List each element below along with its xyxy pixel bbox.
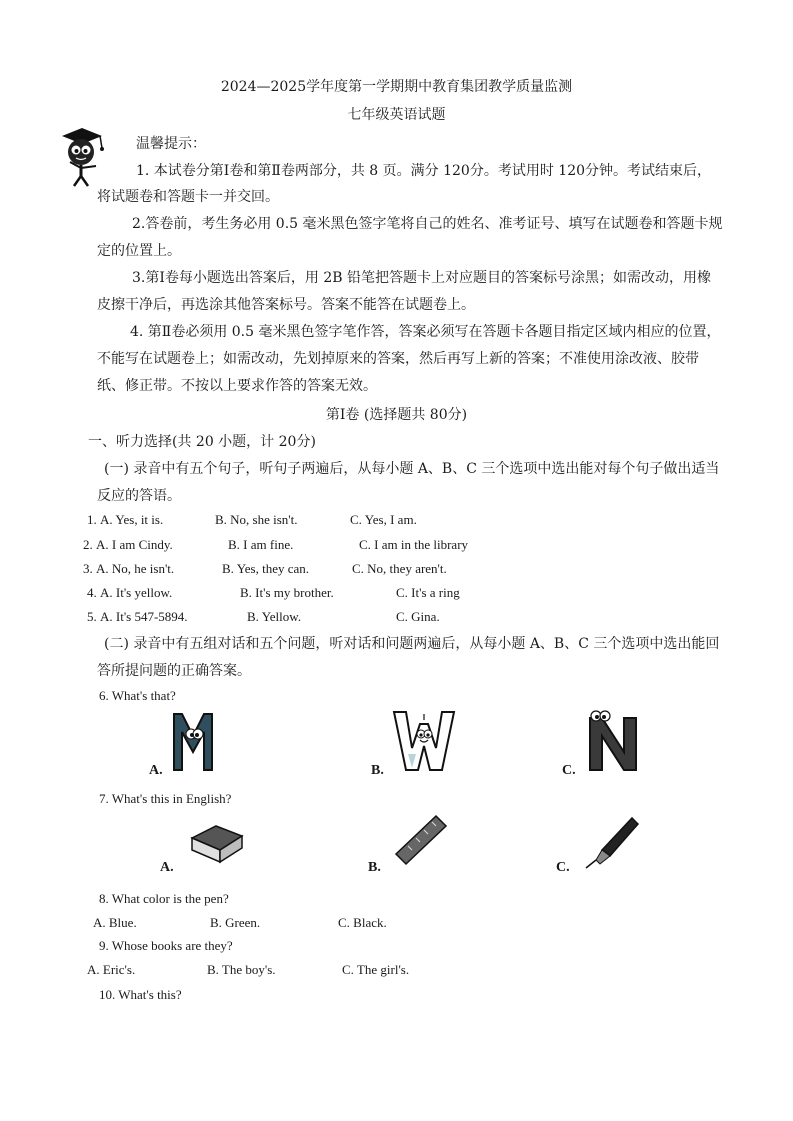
exam-subtitle: 七年级英语试题: [347, 107, 446, 123]
exam-title: 2024—2025学年度第一学期期中教育集团教学质量监测: [220, 79, 573, 95]
q7-option-b-label: B.: [368, 860, 381, 875]
tip-1-line-1: 1. 本试卷分第Ⅰ卷和第Ⅱ卷两部分，共 8 页。满分 120分。考试用时 120分钟。考试结束后，: [136, 163, 712, 179]
q3-option-b: B. Yes, they can.: [222, 561, 310, 576]
ruler-icon: [392, 814, 450, 866]
fountain-pen-icon: [582, 814, 640, 870]
tip-3-line-1: 3.第Ⅰ卷每小题选出答案后，用 2B 铅笔把答题卡上对应题目的答案标号涂黑；如需改动，用橡: [132, 270, 711, 286]
sub1-instruction-line-2: 反应的答语。: [97, 488, 181, 504]
tips-heading: 温馨提示：: [136, 136, 206, 152]
q2-option-a: A. I am Cindy.: [96, 537, 173, 552]
q1-option-a: A. Yes, it is.: [100, 512, 164, 527]
q3-option-c: C. No, they aren't.: [352, 561, 447, 576]
q6-question: 6. What's that?: [99, 688, 176, 703]
q4-number: 4.: [87, 585, 97, 600]
q1-number: 1.: [87, 512, 97, 527]
q8-option-b: B. Green.: [210, 915, 261, 930]
q6-option-c-label: C.: [562, 763, 576, 778]
tip-4-line-2: 不能写在试题卷上；如需改动，先划掉原来的答案，然后再写上新的答案；不准使用涂改液、胶带: [97, 351, 699, 367]
q8-option-a: A. Blue.: [93, 915, 137, 930]
q4-option-b: B. It's my brother.: [240, 585, 334, 600]
q6-option-a-label: A.: [149, 763, 163, 778]
q7-option-a-label: A.: [160, 860, 174, 875]
q7-question: 7. What's this in English?: [99, 791, 232, 806]
sub1-instruction-line-1: (一) 录音中有五个句子，听句子两遍后，从每小题 A、B、C 三个选项中选出能对每个句子做出适当: [104, 461, 720, 477]
sub2-instruction-line-2: 答所提问题的正确答案。: [97, 663, 251, 679]
q5-option-a: A. It's 547-5894.: [100, 609, 188, 624]
tip-2-line-1: 2.答卷前，考生务必用 0.5 毫米黑色签字笔将自己的姓名、准考证号、填写在试题卷和答题卡规: [132, 216, 723, 232]
graduate-mascot-icon: [56, 126, 106, 188]
q5-number: 5.: [87, 609, 97, 624]
tip-3-line-2: 皮擦干净后，再选涂其他答案标号。答案不能答在试题卷上。: [97, 297, 475, 313]
tip-2-line-2: 定的位置上。: [97, 243, 181, 259]
letter-w-icon: [390, 708, 458, 774]
q9-option-c: C. The girl's.: [342, 962, 410, 977]
sub2-instruction-line-1: (二) 录音中有五组对话和五个问题，听对话和问题两遍后，从每小题 A、B、C 三个选项中选出能回: [104, 636, 720, 652]
q5-option-c: C. Gina.: [396, 609, 440, 624]
q4-option-a: A. It's yellow.: [100, 585, 173, 600]
tip-1-line-2: 将试题卷和答题卡一并交回。: [97, 189, 279, 205]
q6-option-b-label: B.: [371, 763, 384, 778]
q8-question: 8. What color is the pen?: [99, 891, 229, 906]
letter-n-icon: [584, 708, 644, 774]
eraser-icon: [186, 820, 246, 864]
q1-option-c: C. Yes, I am.: [350, 512, 417, 527]
q3-option-a: A. No, he isn't.: [96, 561, 175, 576]
tip-4-line-1: 4. 第Ⅱ卷必须用 0.5 毫米黑色签字笔作答，答案必须写在答题卡各题目指定区域内相应的位置，: [130, 324, 721, 340]
q9-option-a: A. Eric's.: [87, 962, 136, 977]
q9-option-b: B. The boy's.: [207, 962, 276, 977]
q2-option-b: B. I am fine.: [228, 537, 294, 552]
section1-heading: 一、听力选择(共 20 小题，计 20分): [88, 434, 316, 450]
q2-option-c: C. I am in the library: [359, 537, 469, 552]
part1-heading: 第Ⅰ卷 (选择题共 80分): [325, 407, 468, 423]
q3-number: 3.: [83, 561, 93, 576]
letter-m-icon: [170, 710, 216, 772]
q7-option-c-label: C.: [556, 860, 570, 875]
q4-option-c: C. It's a ring: [396, 585, 460, 600]
q5-option-b: B. Yellow.: [247, 609, 302, 624]
q9-question: 9. Whose books are they?: [99, 938, 233, 953]
tip-4-line-3: 纸、修正带。不按以上要求作答的答案无效。: [97, 378, 377, 394]
q8-option-c: C. Black.: [338, 915, 387, 930]
q2-number: 2.: [83, 537, 93, 552]
q10-question: 10. What's this?: [99, 987, 182, 1002]
q1-option-b: B. No, she isn't.: [215, 512, 298, 527]
